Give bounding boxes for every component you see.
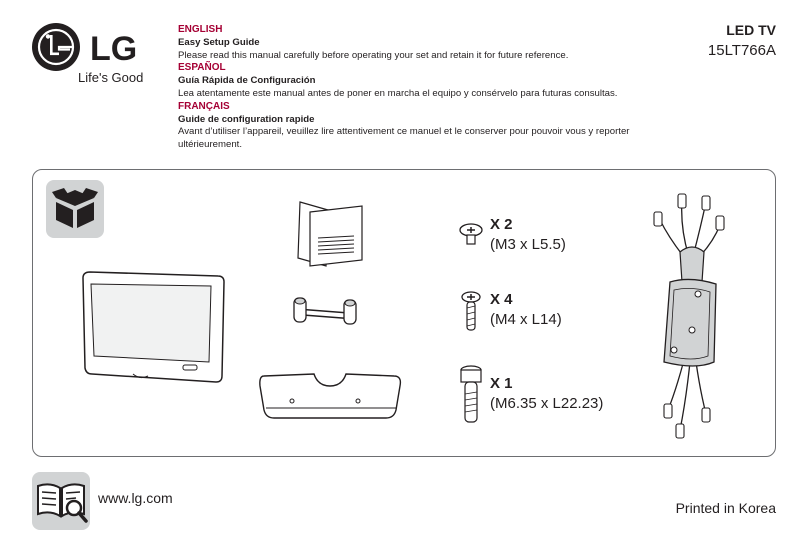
lg-wordmark: LG bbox=[90, 30, 138, 68]
guide-title-francais: Guide de configuration rapide bbox=[178, 113, 315, 125]
screw-count-2: X 4 bbox=[490, 291, 513, 308]
screw-icon bbox=[460, 290, 482, 339]
guide-text-espanol: Lea atentamente este manual antes de poner en marcha el equipo y consérvelo para futuras consultas. bbox=[178, 87, 618, 99]
guide-text-english: Please read this manual carefully before operating your set and retain it for future reference. bbox=[178, 49, 569, 61]
printed-in: Printed in Korea bbox=[675, 500, 776, 516]
manual-search-icon bbox=[32, 472, 90, 535]
intro-text bbox=[178, 24, 648, 152]
screw-count-3: X 1 bbox=[490, 375, 513, 392]
lg-logo-icon bbox=[32, 22, 152, 72]
manual-icon bbox=[296, 198, 366, 275]
lang-heading-francais: FRANÇAIS bbox=[178, 100, 230, 112]
product-info bbox=[708, 22, 776, 59]
screw-size-2: (M4 x L14) bbox=[490, 311, 562, 328]
guide-title-espanol: Guía Rápida de Configuración bbox=[178, 75, 316, 87]
bracket-icon bbox=[292, 294, 364, 335]
brand-tagline: Life's Good bbox=[78, 70, 144, 85]
screw-size-1: (M3 x L5.5) bbox=[490, 236, 566, 253]
stand-base-icon bbox=[256, 368, 406, 429]
guide-title-english: Easy Setup Guide bbox=[178, 36, 260, 48]
cable-harness-icon bbox=[640, 190, 740, 455]
product-model: 15LT766A bbox=[707, 42, 776, 59]
screw-icon bbox=[458, 222, 484, 251]
screw-size-3: (M6.35 x L22.23) bbox=[490, 395, 604, 412]
lg-logo bbox=[32, 22, 152, 77]
screw-icon bbox=[458, 364, 484, 431]
lang-heading-english: ENGLISH bbox=[178, 24, 223, 35]
box-contents-icon bbox=[46, 180, 104, 243]
product-type: LED TV bbox=[726, 22, 776, 38]
tv-icon bbox=[78, 270, 228, 390]
guide-text-francais: Avant d’utiliser l’appareil, veuillez lire attentivement ce manuel et le conserver pour pouvoir vous y reporter ultérieurement. bbox=[178, 126, 630, 151]
lang-heading-espanol: ESPAÑOL bbox=[178, 62, 226, 74]
screw-count-1: X 2 bbox=[490, 216, 513, 233]
website-link[interactable]: www.lg.com bbox=[98, 490, 173, 506]
